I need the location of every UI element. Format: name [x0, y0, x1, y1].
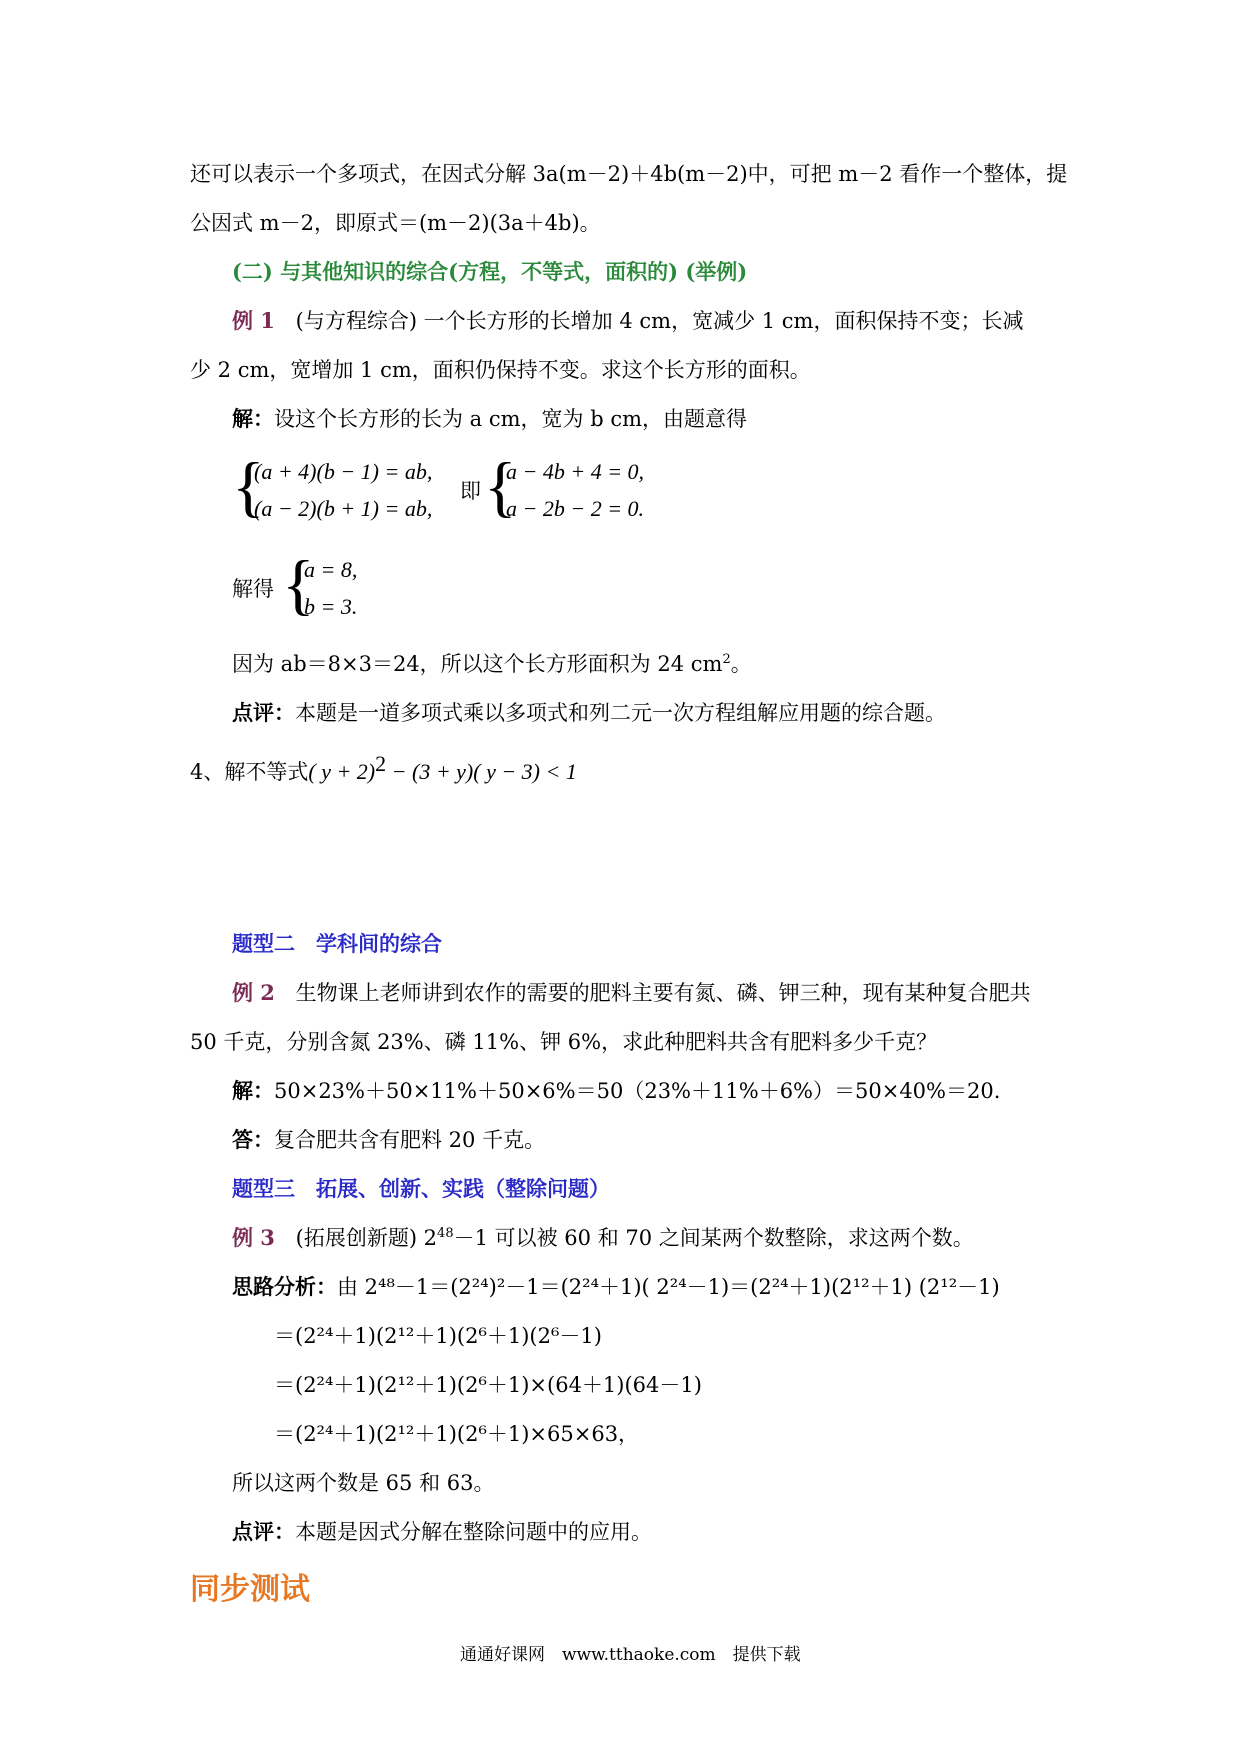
answer-label: 答：	[232, 1127, 274, 1152]
analysis-step-3: ＝(2²⁴＋1)(2¹²＋1)(2⁶＋1)×(64＋1)(64－1)	[274, 1373, 702, 1397]
solution-line	[232, 404, 747, 434]
comment-line-1	[232, 698, 946, 728]
example-label: 例 3	[232, 1225, 275, 1250]
comment-text: 本题是一道多项式乘以多项式和列二元一次方程组解应用题的综合题。	[295, 701, 946, 725]
brace-icon: {	[232, 448, 265, 524]
analysis-label: 思路分析：	[232, 1274, 337, 1299]
solution-label: 解：	[232, 1078, 274, 1103]
solution-line	[232, 1076, 1000, 1106]
analysis-step-4: ＝(2²⁴＋1)(2¹²＋1)(2⁶＋1)×65×63，	[274, 1422, 640, 1446]
answer-text: 复合肥共含有肥料 20 千克。	[274, 1128, 546, 1152]
question-4-expr-b: − (3 + y)( y − 3) < 1	[386, 759, 577, 784]
result-b: b = 3.	[304, 594, 358, 619]
question-4-sup: 2	[375, 751, 387, 776]
brace-icon: {	[484, 448, 517, 524]
type-3-heading: 题型三 拓展、创新、实践（整除问题）	[232, 1176, 610, 1201]
equation-2a: a − 4b + 4 = 0,	[506, 459, 645, 484]
comment-label: 点评：	[232, 1519, 295, 1544]
example-3-line	[232, 1223, 974, 1253]
example-text: 生物课上老师讲到农作的需要的肥料主要有氮、磷、钾三种，现有某种复合肥共	[295, 981, 1031, 1005]
solution-text: 设这个长方形的长为 a cm，宽为 b cm，由题意得	[274, 407, 748, 431]
analysis-line	[232, 1272, 1000, 1302]
example-1-line-1	[232, 306, 1023, 336]
section-heading: (二) 与其他知识的综合(方程，不等式，面积的) (举例)	[232, 259, 748, 284]
equation-1a: (a + 4)(b − 1) = ab,	[254, 459, 433, 484]
example-text-b: －1 可以被 60 和 70 之间某两个数整除，求这两个数。	[453, 1226, 974, 1250]
example-label: 例 1	[232, 308, 275, 333]
equation-2b: a − 2b − 2 = 0.	[506, 496, 645, 521]
example-label: 例 2	[232, 980, 275, 1005]
area-superscript: 2	[722, 652, 731, 667]
equation-1b: (a − 2)(b + 1) = ab,	[254, 496, 433, 521]
answer-line	[232, 1125, 545, 1155]
solution-label: 解：	[232, 406, 274, 431]
area-statement	[232, 649, 752, 679]
question-4-prefix: 4、解不等式	[190, 760, 309, 784]
example-1-line-2: 少 2 cm，宽增加 1 cm，面积仍保持不变。求这个长方形的面积。	[190, 358, 811, 382]
solution-text: 50×23%＋50×11%＋50×6%＝50（23%＋11%＋6%）＝50×40%＝20.	[274, 1079, 1001, 1103]
comment-text: 本题是因式分解在整除问题中的应用。	[295, 1520, 652, 1544]
example-text-a: (拓展创新题) 2	[295, 1226, 438, 1250]
comment-label: 点评：	[232, 700, 295, 725]
type-2-heading: 题型二 学科间的综合	[232, 931, 442, 956]
result-a: a = 8,	[304, 557, 358, 582]
page-footer: 通通好课网 www.tthaoke.com 提供下载	[460, 1645, 801, 1665]
analysis-step-2: ＝(2²⁴＋1)(2¹²＋1)(2⁶＋1)(2⁶－1)	[274, 1324, 602, 1348]
conclusion: 所以这两个数是 65 和 63。	[232, 1471, 495, 1495]
ji-label: 即	[460, 479, 481, 503]
example-text: (与方程综合) 一个长方形的长增加 4 cm，宽减少 1 cm，面积保持不变；长减	[295, 309, 1024, 333]
example-2-line-2: 50 千克，分别含氮 23%、磷 11%、钾 6%，求此种肥料共含有肥料多少千克？	[190, 1030, 938, 1054]
example-sup: 48	[437, 1226, 454, 1241]
sync-test-heading: 同步测试	[190, 1572, 310, 1607]
analysis-step-1: 由 2⁴⁸－1＝(2²⁴)²－1＝(2²⁴＋1)( 2²⁴－1)＝(2²⁴＋1)(2¹²＋1) (2¹²－1)	[337, 1275, 1000, 1299]
brace-icon: {	[282, 546, 315, 622]
paragraph-line-2: 公因式 m－2，即原式＝(m－2)(3a＋4b)。	[190, 211, 601, 235]
question-4	[190, 751, 577, 787]
area-text: 因为 ab＝8×3＝24，所以这个长方形面积为 24 cm	[232, 652, 723, 676]
paragraph-line-1: 还可以表示一个多项式，在因式分解 3a(m－2)＋4b(m－2)中，可把 m－2 看作一个整体，提	[190, 162, 1068, 186]
comment-line-2	[232, 1517, 652, 1547]
question-4-expr-a: ( y + 2)	[308, 759, 376, 784]
example-2-line-1	[232, 978, 1031, 1008]
jiede-label: 解得	[232, 577, 274, 601]
area-end: 。	[730, 652, 752, 676]
